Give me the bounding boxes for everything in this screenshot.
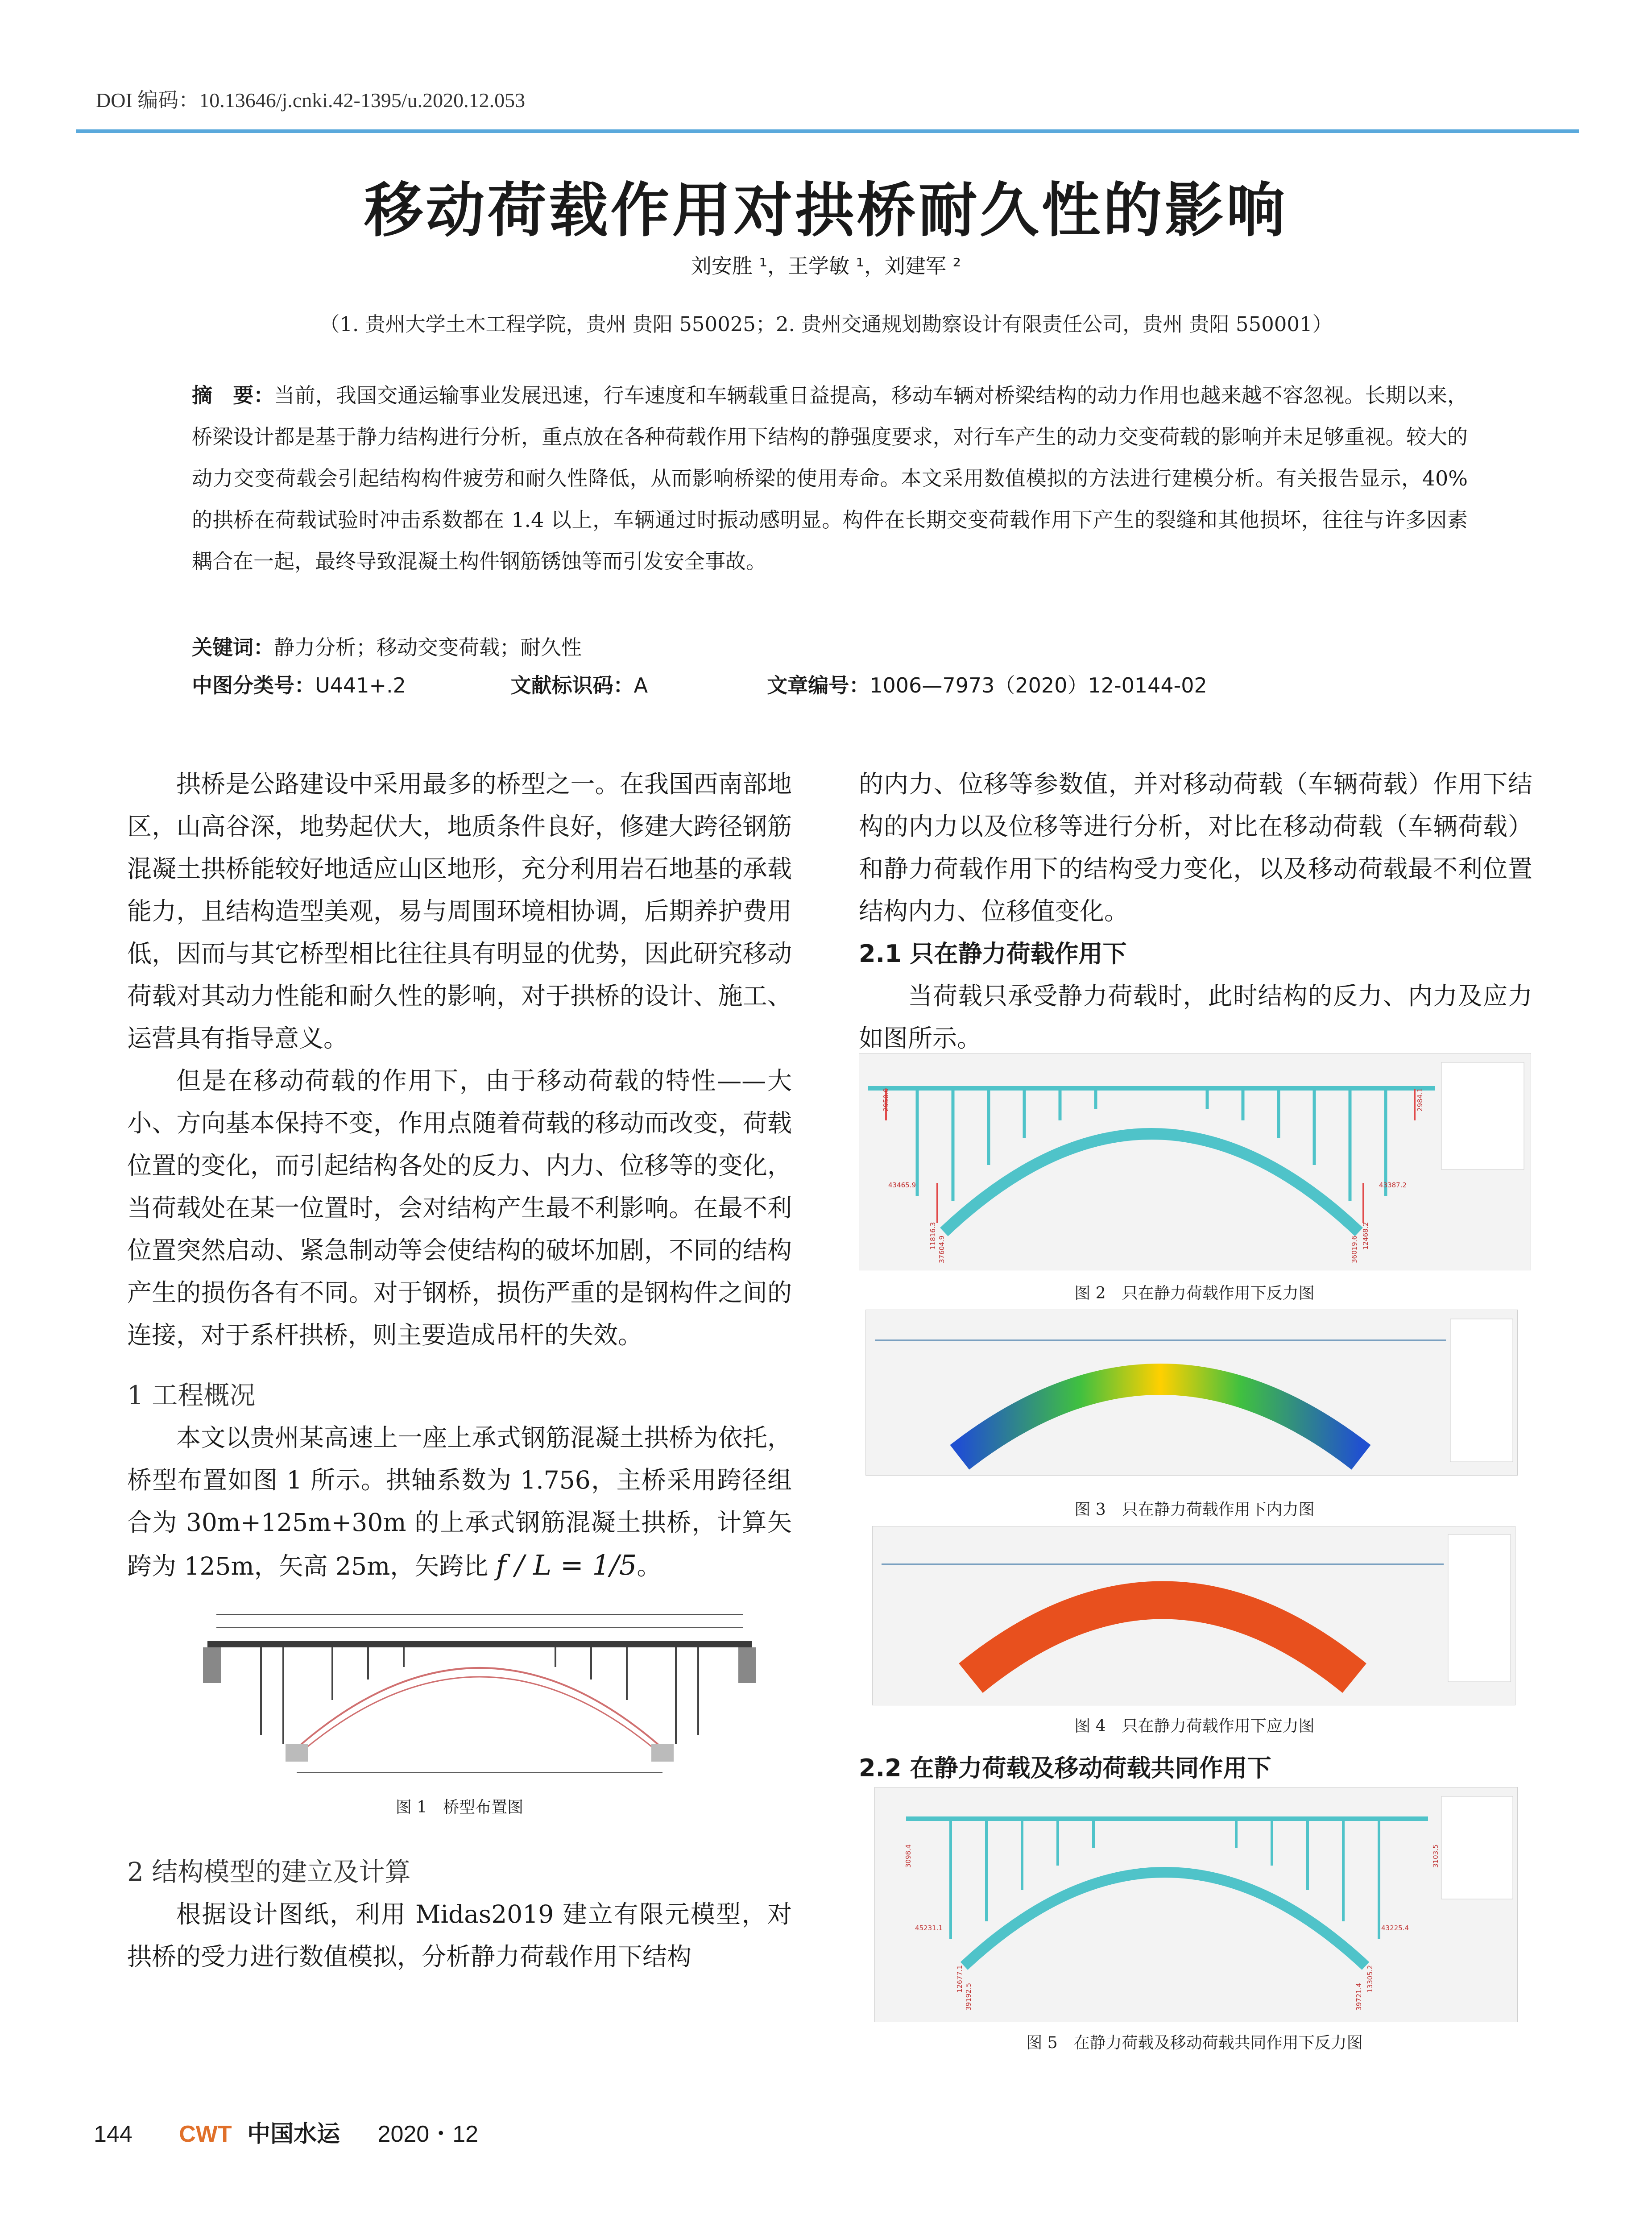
- figure-5: [874, 1787, 1518, 2022]
- fig5-label: 3103.5: [1432, 1844, 1440, 1868]
- fig2-label: 12468.2: [1362, 1222, 1370, 1250]
- authors: 刘安胜 ¹，王学敏 ¹，刘建军 ²: [691, 254, 961, 278]
- article-no-value: 1006—7973（2020）12-0144-02: [869, 673, 1207, 697]
- fig5-label: 39192.5: [965, 1982, 973, 2011]
- page-number: 144: [94, 2121, 132, 2147]
- figure-2-caption: 图 2 只在静力荷载作用下反力图: [1074, 1284, 1315, 1302]
- figure-3: [865, 1310, 1518, 1476]
- subsection-heading: 2.1 只在静力荷载作用下: [859, 940, 1127, 968]
- left-column: [127, 763, 792, 1978]
- figure-4: [872, 1526, 1515, 1705]
- bridge-layout-drawing: [190, 1597, 770, 1784]
- fig5-label: 43225.4: [1381, 1924, 1409, 1932]
- fig2-label: 2984.1: [1416, 1088, 1424, 1111]
- paragraph-text: 本文以贵州某高速上一座上承式钢筋混凝土拱桥为依托，桥型布置如图 1 所示。拱轴系数为 1.756，主桥采用跨径组合为 30m+125m+30m 的上承式钢筋混凝土拱桥，计算矢跨为 125m，矢高 25m，矢跨比: [127, 1423, 792, 1580]
- keywords-label: 关键词：: [192, 635, 274, 659]
- fig2-label: 43465.9: [888, 1181, 916, 1189]
- fig5-label: 3098.4: [904, 1844, 912, 1868]
- figure-1: [190, 1597, 770, 1784]
- fig2-label: 43387.2: [1379, 1181, 1407, 1189]
- section-heading: 1 工程概况: [127, 1380, 256, 1410]
- fig2-label: 2950.0: [882, 1088, 890, 1111]
- page-footer: [94, 2115, 478, 2148]
- paragraph: 根据设计图纸，利用 Midas2019 建立有限元模型，对拱桥的受力进行数值模拟，分析静力荷载作用下结构: [127, 1900, 792, 1971]
- figure-1-caption: 图 1 桥型布置图: [395, 1798, 524, 1816]
- figure-2: [859, 1053, 1531, 1270]
- affiliation: （1. 贵州大学土木工程学院，贵州 贵阳 550025；2. 贵州交通规划勘察设计有限责任公司，贵州 贵阳 550001）: [319, 312, 1333, 336]
- page-title: 移动荷载作用对拱桥耐久性的影响: [364, 176, 1288, 245]
- paragraph: 的内力、位移等参数值，并对移动荷载（车辆荷载）作用下结构的内力以及位移等进行分析，对比在移动荷载（车辆荷载）和静力荷载作用下的结构受力变化，以及移动荷载最不利位置结构内力、位移值变化。: [859, 770, 1532, 925]
- clc-label: 中图分类号：: [192, 673, 315, 697]
- subsection-2-2: [859, 1747, 1532, 1789]
- fig2-label: 36019.6: [1350, 1235, 1358, 1263]
- figure-4-caption: 图 4 只在静力荷载作用下应力图: [1074, 1717, 1315, 1735]
- right-column: [859, 763, 1532, 1060]
- journal-brand: CWT: [179, 2121, 232, 2147]
- section-heading: 2 结构模型的建立及计算: [127, 1857, 411, 1887]
- keywords-text: 静力分析；移动交变荷载；耐久性: [274, 635, 582, 659]
- keywords: [192, 631, 582, 661]
- doi-line: DOI 编码：10.13646/j.cnki.42-1395/u.2020.12.053: [96, 89, 526, 112]
- header-rule: [76, 129, 1579, 133]
- article-meta: [192, 669, 1207, 699]
- doc-code-value: A: [633, 673, 648, 697]
- paragraph: 但是在移动荷载的作用下，由于移动荷载的特性——大小、方向基本保持不变，作用点随着荷载的移动而改变，荷载位置的变化，而引起结构各处的反力、内力、位移等的变化，当荷载处在某一位置时，会对结构产生最不利影响。在最不利位置突然启动、紧急制动等会使结构的破坏加剧，不同的结构产生的损伤各有不同。对于钢桥，损伤严重的是钢构件之间的连接，对于系杆拱桥，则主要造成吊杆的失效。: [127, 1066, 792, 1349]
- subsection-heading: 2.2 在静力荷载及移动荷载共同作用下: [859, 1754, 1271, 1782]
- fig5-label: 45231.1: [915, 1924, 943, 1932]
- fig5-label: 12677.1: [956, 1965, 964, 1993]
- article-no-label: 文章编号：: [767, 673, 870, 697]
- fig2-label: 37604.9: [938, 1235, 946, 1263]
- paragraph-end: 。: [637, 1552, 662, 1580]
- abstract-text: 当前，我国交通运输事业发展迅速，行车速度和车辆载重日益提高，移动车辆对桥梁结构的动力作用也越来越不容忽视。长期以来，桥梁设计都是基于静力结构进行分析，重点放在各种荷载作用下结构的静强度要求，对行车产生的动力交变荷载的影响并未足够重视。较大的动力交变荷载会引起结构构件疲劳和耐久性降低，从而影响桥梁的使用寿命。本文采用数值模拟的方法进行建模分析。有关报告显示，40% 的拱桥在荷载试验时冲击系数都在 1.4 以上，车辆通过时振动感明显。构件在长期交变荷载作用下产生的裂缝和其他损坏，往往与许多因素耦合在一起，最终导致混凝土构件钢筋锈蚀等而引发安全事故。: [192, 383, 1468, 573]
- formula: f / L = 1/5: [496, 1549, 637, 1581]
- doc-code-label: 文献标识码：: [510, 673, 634, 697]
- paragraph: [127, 1417, 792, 1588]
- issue-date: 2020・12: [377, 2121, 479, 2147]
- paragraph: 拱桥是公路建设中采用最多的桥型之一。在我国西南部地区，山高谷深，地势起伏大，地质条件良好，修建大跨径钢筋混凝土拱桥能较好地适应山区地形，充分利用岩石地基的承载能力，且结构造型美观，易与周围环境相协调，后期养护费用低，因而与其它桥型相比往往具有明显的优势，因此研究移动荷载对其动力性能和耐久性的影响，对于拱桥的设计、施工、运营具有指导意义。: [127, 770, 792, 1053]
- figure-3-caption: 图 3 只在静力荷载作用下内力图: [1074, 1501, 1315, 1519]
- abstract: [192, 375, 1468, 582]
- fig5-label: 39721.4: [1355, 1982, 1363, 2011]
- paragraph: 当荷载只承受静力荷载时，此时结构的反力、内力及应力如图所示。: [859, 982, 1532, 1053]
- figure-5-caption: 图 5 在静力荷载及移动荷载共同作用下反力图: [1026, 2034, 1363, 2052]
- fig5-label: 13305.2: [1366, 1965, 1374, 1993]
- journal-name: 中国水运: [247, 2121, 340, 2148]
- fig2-label: 11816.3: [929, 1222, 937, 1250]
- abstract-label: 摘 要：: [192, 383, 274, 407]
- clc-value: U441+.2: [315, 673, 406, 697]
